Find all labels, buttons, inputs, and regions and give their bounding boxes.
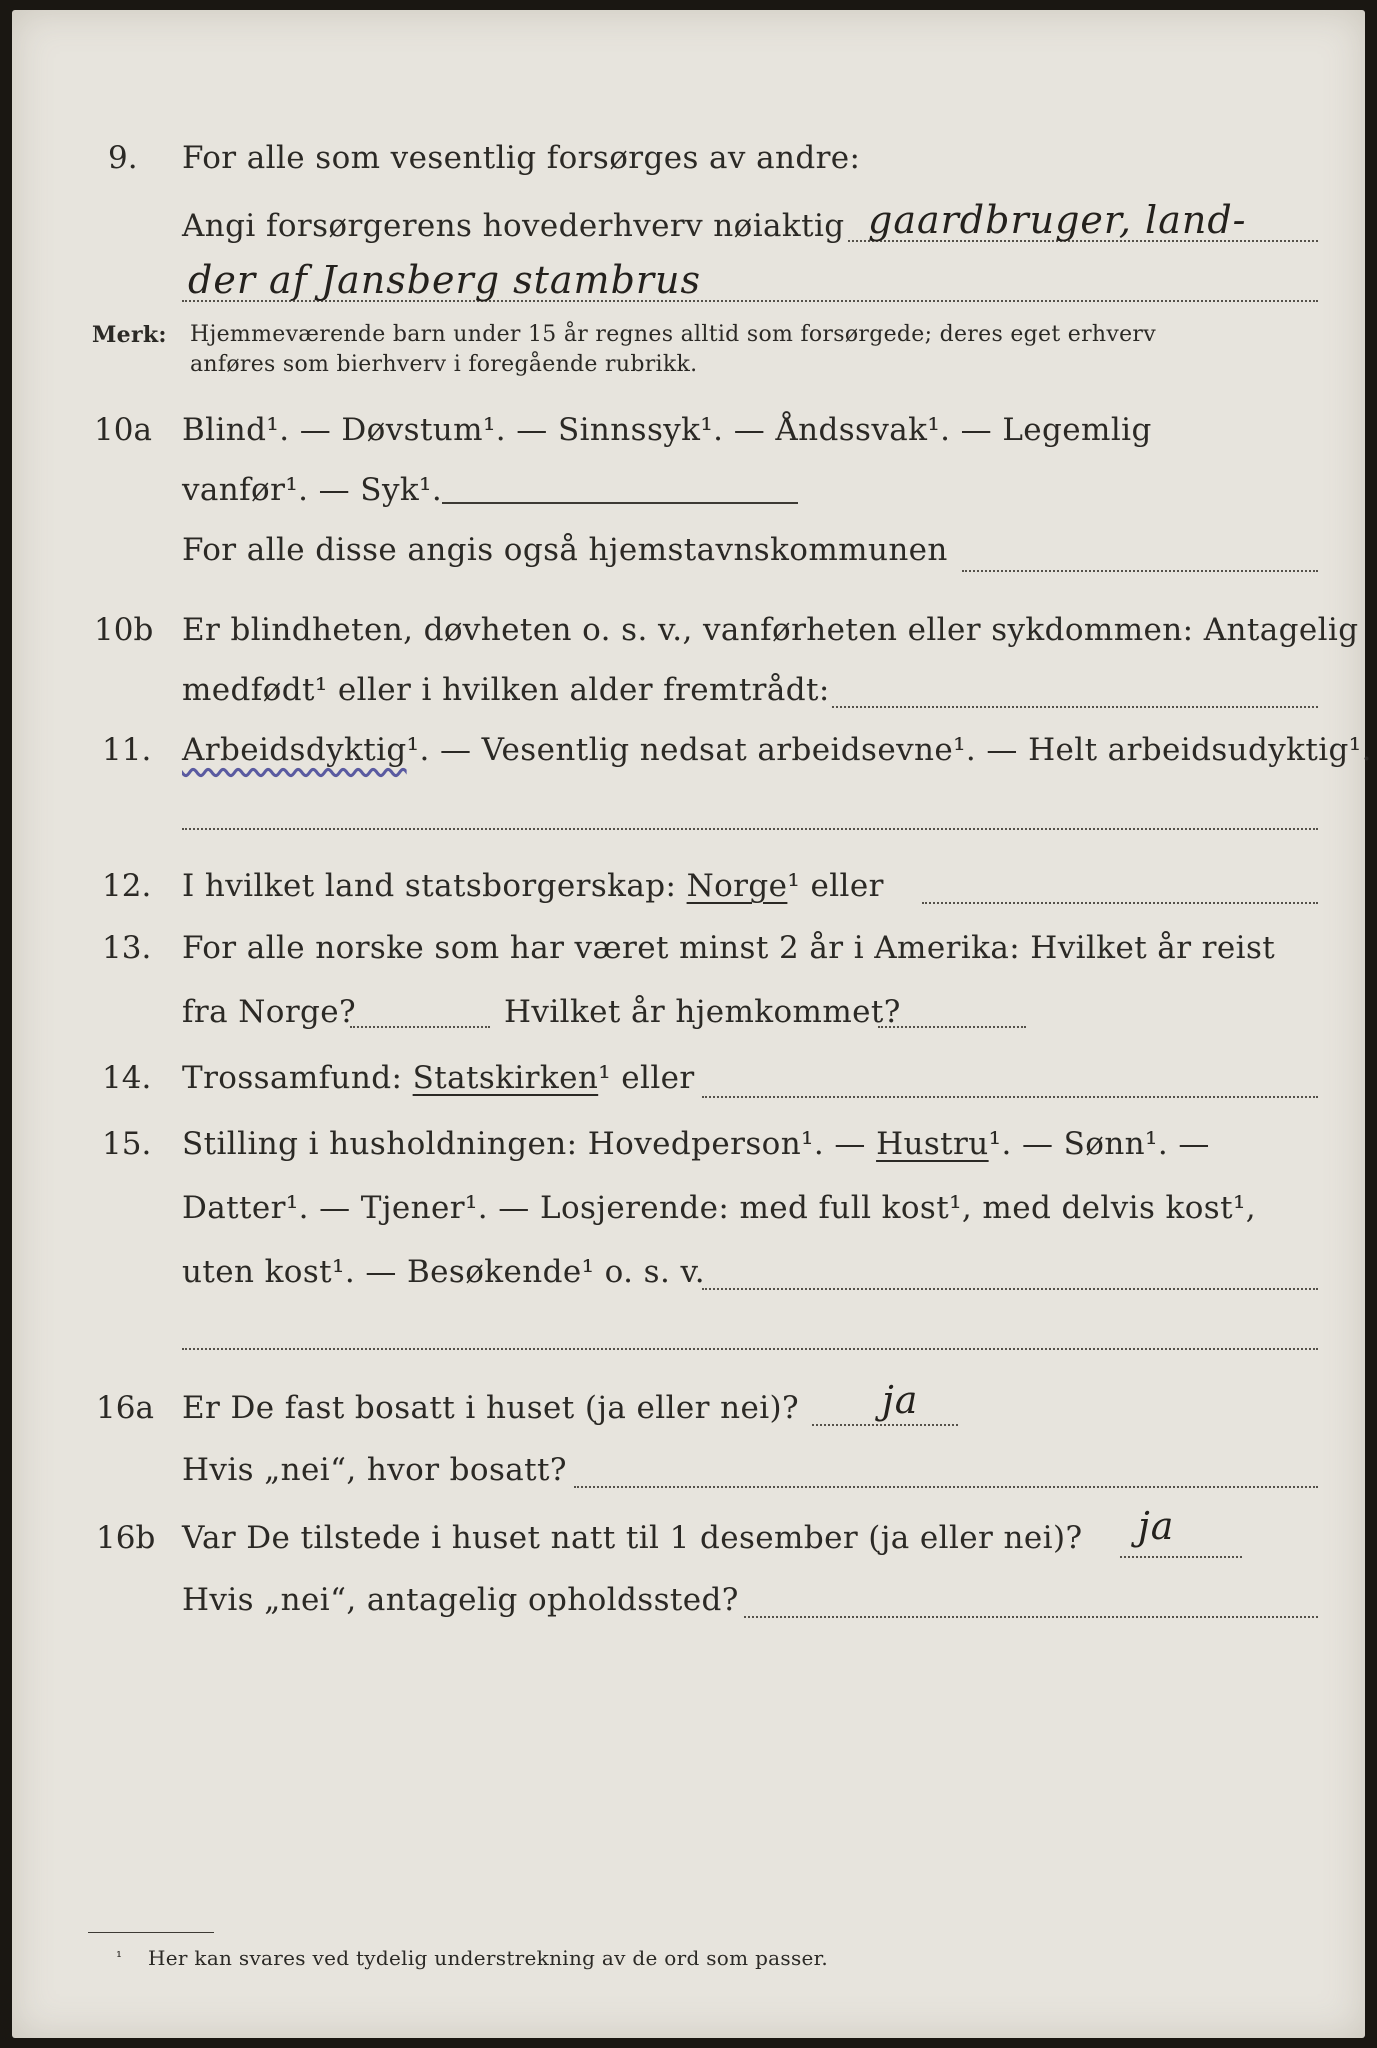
q16b-line1: Var De tilstede i huset natt til 1 desember (ja eller nei)? bbox=[182, 1520, 1083, 1556]
footnote-mark: ¹ bbox=[116, 1948, 123, 1966]
q16b-answer-line bbox=[1120, 1556, 1242, 1558]
q9-line2: Angi forsørgerens hovederhverv nøiaktig bbox=[182, 208, 845, 244]
q16b-opholdssted-line bbox=[744, 1616, 1318, 1618]
q14-option-statskirken[interactable]: Statskirken bbox=[412, 1060, 599, 1096]
q11-line bbox=[182, 732, 1372, 768]
q16b-number: 16b bbox=[96, 1520, 156, 1556]
q15-line1b: ¹. — Sønn¹. — bbox=[988, 1126, 1210, 1162]
q14-after: ¹ eller bbox=[598, 1060, 695, 1096]
q12-answer-line bbox=[922, 902, 1318, 904]
merk-label: Merk: bbox=[92, 322, 167, 348]
q12-line bbox=[182, 868, 884, 904]
q10a-number: 10a bbox=[94, 412, 152, 448]
q9-number: 9. bbox=[108, 140, 138, 176]
q16a-line2: Hvis „nei“, hvor bosatt? bbox=[182, 1452, 567, 1488]
q16b-answer-handwriting[interactable]: ja bbox=[1138, 1504, 1175, 1548]
q15-option-hustru[interactable]: Hustru bbox=[876, 1126, 989, 1162]
q12-after: ¹ eller bbox=[787, 868, 884, 904]
q16a-number: 16a bbox=[96, 1390, 154, 1426]
census-form-page bbox=[12, 10, 1372, 2038]
q10a-line2: vanfør¹. — Syk¹. bbox=[182, 472, 443, 508]
q14-line bbox=[182, 1060, 695, 1096]
q11-rest: ¹. — Vesentlig nedsat arbeidsevne¹. — Helt arbeidsudyktig¹. bbox=[406, 732, 1372, 768]
q10a-line1: Blind¹. — Døvstum¹. — Sinnssyk¹. — Åndssvak¹. — Legemlig bbox=[182, 412, 1152, 448]
q15-answer-line1 bbox=[702, 1288, 1318, 1290]
q9-answer-handwriting-2[interactable]: der af Jansberg stambrus bbox=[188, 258, 702, 302]
q16b-line2: Hvis „nei“, antagelig opholdssted? bbox=[182, 1582, 739, 1618]
q13-number: 13. bbox=[102, 930, 152, 966]
q11-option-arbeidsdyktig[interactable]: Arbeidsdyktig bbox=[182, 732, 407, 768]
q16a-answer-handwriting[interactable]: ja bbox=[882, 1378, 919, 1422]
q15-answer-line2 bbox=[182, 1348, 1318, 1350]
q13-line1: For alle norske som har været minst 2 år i Amerika: Hvilket år reist bbox=[182, 930, 1276, 966]
q9-answer-handwriting-1[interactable]: gaardbruger, land- bbox=[868, 198, 1247, 242]
q10a-line3: For alle disse angis også hjemstavnskommunen bbox=[182, 532, 948, 568]
merk-line1: Hjemmeværende barn under 15 år regnes alltid som forsørgede; deres eget erhverv bbox=[190, 322, 1156, 347]
q15-line1a: Stilling i husholdningen: Hovedperson¹. — bbox=[182, 1126, 866, 1162]
merk-line2: anføres som bierhverv i foregående rubrikk. bbox=[190, 352, 698, 377]
q15-number: 15. bbox=[102, 1126, 152, 1162]
footnote-rule bbox=[88, 1932, 214, 1933]
q10b-number: 10b bbox=[94, 612, 154, 648]
q11-answer-line bbox=[182, 828, 1318, 830]
q16a-answer-line bbox=[812, 1424, 958, 1426]
q10a-kommune-line bbox=[962, 570, 1318, 572]
footnote-text: Her kan svares ved tydelig understrekning av de ord som passer. bbox=[148, 1946, 828, 1970]
q10b-line2: medfødt¹ eller i hvilken alder fremtrådt: bbox=[182, 672, 830, 708]
q12-option-norge[interactable]: Norge bbox=[686, 868, 788, 904]
q14-answer-line bbox=[702, 1096, 1318, 1098]
q16a-bosatt-line bbox=[574, 1486, 1318, 1488]
q14-number: 14. bbox=[102, 1060, 152, 1096]
q10b-line1: Er blindheten, døvheten o. s. v., vanførheten eller sykdommen: Antagelig bbox=[182, 612, 1359, 648]
q10b-answer-line bbox=[832, 706, 1318, 708]
q12-text: I hvilket land statsborgerskap: bbox=[182, 868, 677, 904]
q13-reist-line bbox=[350, 1026, 490, 1028]
q11-number: 11. bbox=[102, 732, 152, 768]
q14-text: Trossamfund: bbox=[182, 1060, 403, 1096]
q13-line2b: Hvilket år hjemkommet? bbox=[504, 994, 901, 1030]
q13-hjemkommet-line bbox=[878, 1026, 1026, 1028]
q15-line2: Datter¹. — Tjener¹. — Losjerende: med full kost¹, med delvis kost¹, bbox=[182, 1190, 1257, 1226]
q13-line2a: fra Norge? bbox=[182, 994, 357, 1030]
q12-number: 12. bbox=[102, 868, 152, 904]
q16a-line1: Er De fast bosatt i huset (ja eller nei)? bbox=[182, 1390, 800, 1426]
q9-line1: For alle som vesentlig forsørges av andre: bbox=[182, 140, 861, 176]
q10a-syk-line bbox=[442, 502, 798, 504]
q15-line3: uten kost¹. — Besøkende¹ o. s. v. bbox=[182, 1254, 705, 1290]
q15-line1 bbox=[182, 1126, 1210, 1162]
